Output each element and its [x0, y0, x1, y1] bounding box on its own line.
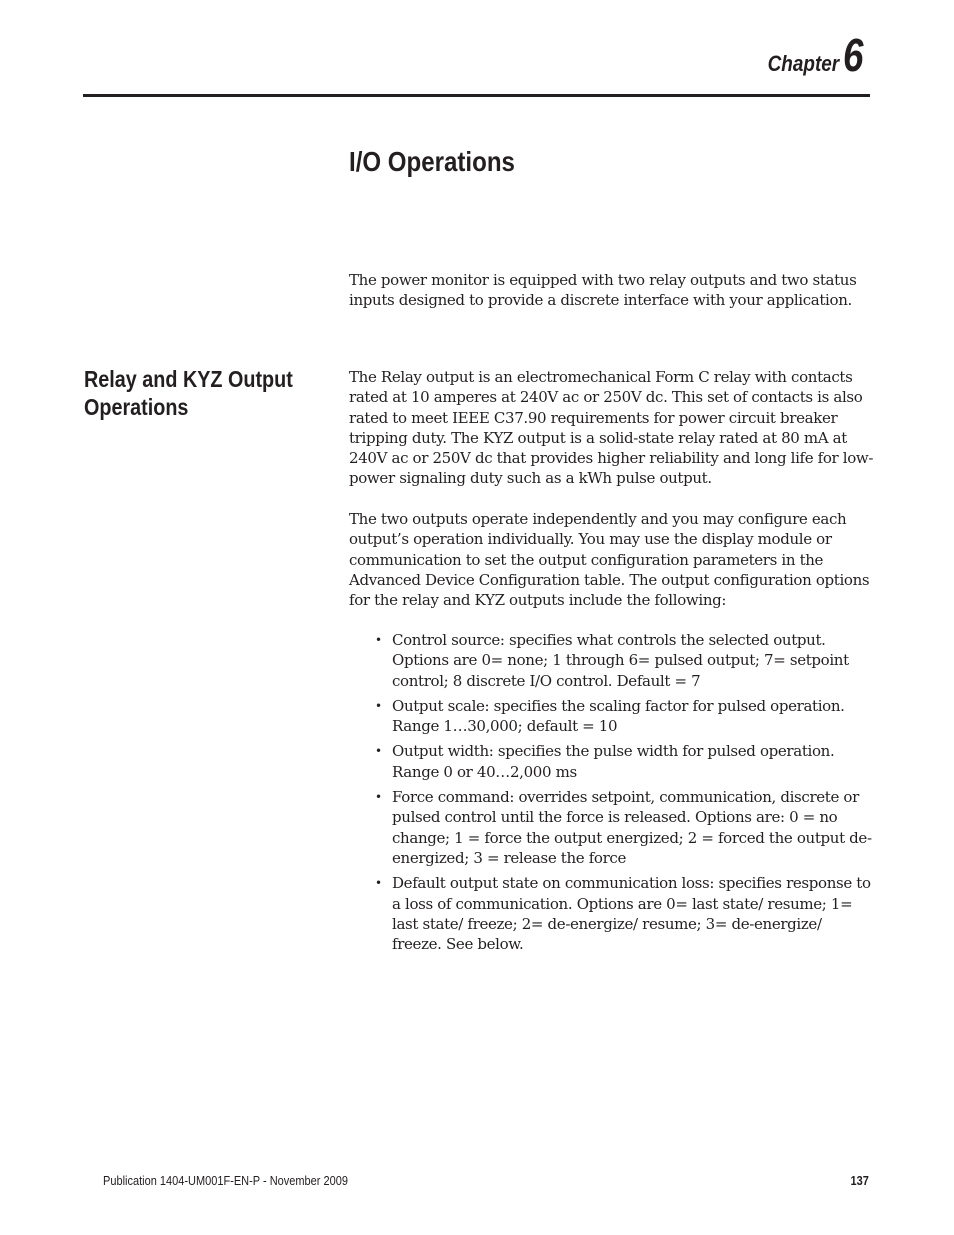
page-number: 137	[850, 1174, 869, 1188]
chapter-header	[756, 29, 869, 81]
list-item-text: Output scale: specifies the scaling factor for pulsed operation. Range 1…30,000; default = 10	[392, 696, 845, 736]
bullet-icon: •	[375, 633, 382, 647]
bullet-icon: •	[375, 744, 382, 759]
list-item	[375, 787, 875, 868]
list-item	[375, 696, 875, 737]
header-rule	[83, 94, 870, 97]
chapter-label: Chapter	[767, 51, 840, 76]
list-item	[375, 873, 875, 954]
section-paragraph: The two outputs operate independently and you may configure each output’s operation individually. You may use the display module or communication to set the output configuration parameters in the Advanced Device Configuration table. The output configuration options for the relay and KYZ outputs include the following:	[349, 510, 870, 610]
list-item-text: Control source: specifies what controls the selected output. Options are 0= none; 1 through 6= pulsed output; 7= setpoint control; 8 discrete I/O control. Default = 7	[392, 631, 849, 690]
bullet-icon: •	[375, 698, 382, 713]
list-item	[375, 741, 875, 782]
list-item-text: Output width: specifies the pulse width for pulsed operation. Range 0 or 40…2,000 ms	[392, 742, 835, 781]
list-item-text: Force command: overrides setpoint, communication, discrete or pulsed control until the force is released. Options are: 0 = no change; 1 = force the output energized; 2 = forced the output de-energized; 3 = release the force	[392, 788, 872, 867]
options-list	[375, 630, 875, 959]
intro-paragraph: The power monitor is equipped with two relay outputs and two status inputs designed to provide a discrete interface with your application.	[349, 271, 857, 310]
list-item-text: Default output state on communication loss: specifies response to a loss of communication. Options are 0= last state/ resume; 1= last state/ freeze; 2= de-energize/ resume; 3= de-energize/ freeze. See below.	[392, 874, 871, 954]
list-item	[375, 630, 875, 691]
bullet-icon: •	[375, 790, 382, 805]
section-paragraph: The Relay output is an electromechanical Form C relay with contacts rated at 10 amperes at 240V ac or 250V dc. This set of contacts is also rated to meet IEEE C37.90 requirements for power circuit breaker tripping duty. The KYZ output is a solid-state relay rated at 80 mA at 240V ac or 250V dc that provides higher reliability and long life for low-power signaling duty such as a kWh pulse output.	[349, 368, 874, 488]
publication-footer: Publication 1404-UM001F-EN-P - November 2009	[103, 1174, 348, 1188]
bullet-icon: •	[375, 876, 382, 891]
chapter-number: 6	[843, 29, 864, 81]
section-heading: Relay and KYZ Output Operations	[84, 366, 293, 420]
page-title: I/O Operations	[349, 146, 515, 177]
